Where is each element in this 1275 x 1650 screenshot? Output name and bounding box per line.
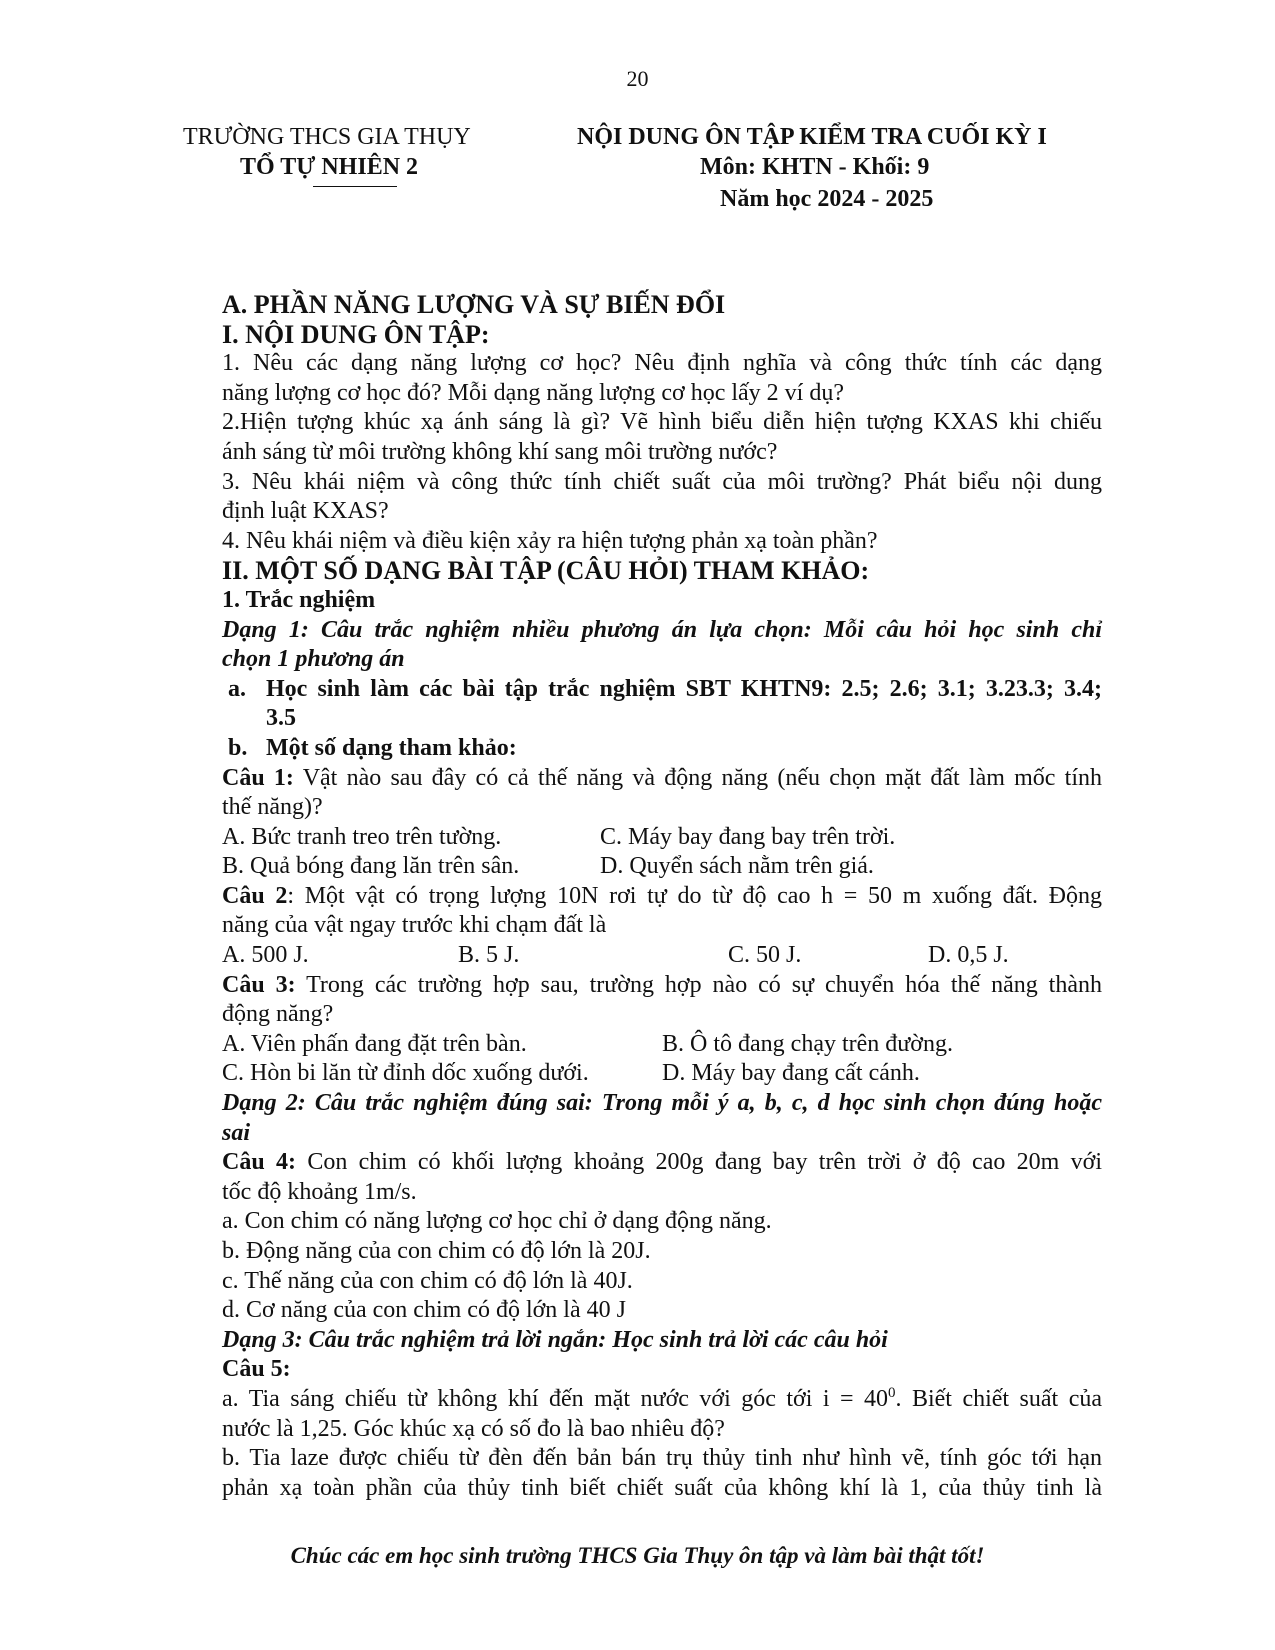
question-1-line2: thế năng)? bbox=[222, 794, 323, 821]
question-1-option-b: B. Quả bóng đang lăn trên sân. bbox=[222, 853, 520, 880]
review-q1-line2: năng lượng cơ học đó? Mỗi dạng năng lượng cơ học lấy 2 ví dụ? bbox=[222, 379, 844, 406]
question-2-option-d: D. 0,5 J. bbox=[928, 942, 1009, 969]
question-5a-text: a. Tia sáng chiếu từ không khí đến mặt nước với góc tới i = 40 bbox=[222, 1385, 888, 1412]
question-2-option-c: C. 50 J. bbox=[728, 942, 802, 969]
question-5-label: Câu 5: bbox=[222, 1356, 291, 1383]
closing-message: Chúc các em học sinh trường THCS Gia Thụy ôn tập và làm bài thật tốt! bbox=[290, 1543, 985, 1568]
question-2-options bbox=[222, 941, 1102, 971]
question-5a-text-end: . Biết chiết suất của bbox=[895, 1385, 1102, 1412]
section-a-heading: A. PHẦN NĂNG LƯỢNG VÀ SỰ BIẾN ĐỔI bbox=[222, 290, 726, 319]
review-q3-line1: 3. Nêu khái niệm và công thức tính chiết suất của môi trường? Phát biểu nội dung bbox=[222, 468, 1102, 495]
question-3-text: Trong các trường hợp sau, trường hợp nào có sự chuyển hóa thế năng thành bbox=[295, 971, 1102, 998]
question-3-option-d: D. Máy bay đang cất cánh. bbox=[662, 1060, 920, 1087]
question-3-line1 bbox=[222, 971, 1102, 1001]
question-5b-line1: b. Tia laze được chiếu từ đèn đến bản bán trụ thủy tinh như hình vẽ, tính góc tới hạn bbox=[222, 1445, 1102, 1472]
review-q3-line2: định luật KXAS? bbox=[222, 498, 389, 525]
question-3-option-c: C. Hòn bi lăn từ đỉnh dốc xuống dưới. bbox=[222, 1060, 589, 1087]
school-name: TRƯỜNG THCS GIA THỤY bbox=[183, 124, 471, 150]
item-a bbox=[222, 675, 1102, 705]
question-1-line1 bbox=[222, 764, 1102, 794]
type-2-heading-line1: Dạng 2: Câu trắc nghiệm đúng sai: Trong mỗi ý a, b, c, d học sinh chọn đúng hoặc bbox=[222, 1090, 1102, 1117]
department-name: TỔ TỰ NHIÊN 2 bbox=[240, 154, 419, 180]
question-4-statement-a: a. Con chim có năng lượng cơ học chỉ ở dạng động năng. bbox=[222, 1208, 772, 1235]
type-1-heading-line1: Dạng 1: Câu trắc nghiệm nhiều phương án lựa chọn: Mỗi câu hỏi học sinh chỉ bbox=[222, 616, 1102, 643]
question-2-line2: năng của vật ngay trước khi chạm đất là bbox=[222, 912, 607, 939]
item-a-marker: a. bbox=[228, 675, 246, 702]
multiple-choice-heading: 1. Trắc nghiệm bbox=[222, 586, 376, 613]
question-2-label: Câu 2 bbox=[222, 882, 288, 909]
question-3-options-row1 bbox=[222, 1030, 1102, 1060]
question-3-options-row2 bbox=[222, 1059, 1102, 1089]
question-5b-line2: phản xạ toàn phần của thủy tinh biết chiết suất của không khí là 1, của thủy tinh là bbox=[222, 1474, 1102, 1501]
item-a-text-line1: Học sinh làm các bài tập trắc nghiệm SBT KHTN9: 2.5; 2.6; 3.1; 3.23.3; 3.4; bbox=[266, 675, 1102, 702]
part-2-heading: II. MỘT SỐ DẠNG BÀI TẬP (CÂU HỎI) THAM KHẢO: bbox=[222, 556, 870, 586]
question-3-option-b: B. Ô tô đang chạy trên đường. bbox=[662, 1030, 953, 1057]
review-q1-line1: 1. Nêu các dạng năng lượng cơ học? Nêu định nghĩa và công thức tính các dạng bbox=[222, 350, 1102, 377]
question-1-label: Câu 1: bbox=[222, 764, 294, 791]
question-1-option-c: C. Máy bay đang bay trên trời. bbox=[600, 823, 896, 850]
question-3-label: Câu 3: bbox=[222, 971, 296, 998]
question-3-line2: động năng? bbox=[222, 1001, 334, 1028]
question-4-label: Câu 4: bbox=[222, 1149, 296, 1176]
header-underline bbox=[313, 186, 397, 187]
item-b bbox=[222, 734, 1102, 764]
question-2-line1 bbox=[222, 882, 1102, 912]
question-4-statement-d: d. Cơ năng của con chim có độ lớn là 40 J bbox=[222, 1297, 626, 1324]
question-4-line2: tốc độ khoảng 1m/s. bbox=[222, 1178, 417, 1205]
type-1-heading-line2: chọn 1 phương án bbox=[222, 646, 405, 673]
question-1-option-d: D. Quyển sách nằm trên giá. bbox=[600, 853, 874, 880]
question-1-option-a: A. Bức tranh treo trên tường. bbox=[222, 823, 502, 850]
question-3-option-a: A. Viên phấn đang đặt trên bàn. bbox=[222, 1030, 527, 1057]
question-5a-line1 bbox=[222, 1385, 1102, 1415]
question-2-option-b: B. 5 J. bbox=[458, 942, 520, 969]
review-q2-line2: ánh sáng từ môi trường không khí sang môi trường nước? bbox=[222, 438, 778, 465]
question-4-statement-c: c. Thế năng của con chim có độ lớn là 40J. bbox=[222, 1267, 633, 1294]
question-4-text: Con chim có khối lượng khoảng 200g đang bay trên trời ở độ cao 20m với bbox=[296, 1149, 1103, 1176]
type-2-heading-line2: sai bbox=[222, 1119, 251, 1146]
school-year: Năm học 2024 - 2025 bbox=[720, 186, 934, 212]
page-number: 20 bbox=[626, 66, 649, 91]
question-1-text: Vật nào sau đây có cả thế năng và động năng (nếu chọn mặt đất làm mốc tính bbox=[293, 764, 1103, 791]
question-4-statement-b: b. Động năng của con chim có độ lớn là 20J. bbox=[222, 1238, 651, 1264]
question-2-text: : Một vật có trọng lượng 10N rơi tự do từ độ cao h = 50 m xuống đất. Động bbox=[287, 882, 1102, 909]
item-b-marker: b. bbox=[228, 734, 248, 761]
degree-superscript: 0 bbox=[888, 1384, 896, 1401]
subject-line: Môn: KHTN - Khối: 9 bbox=[700, 154, 930, 180]
review-q4: 4. Nêu khái niệm và điều kiện xảy ra hiện tượng phản xạ toàn phần? bbox=[222, 527, 878, 554]
item-a-text-line2: 3.5 bbox=[266, 705, 296, 732]
part-1-heading: I. NỘI DUNG ÔN TẬP: bbox=[222, 319, 490, 349]
document-title: NỘI DUNG ÔN TẬP KIỂM TRA CUỐI KỲ I bbox=[577, 124, 1047, 150]
question-2-option-a: A. 500 J. bbox=[222, 942, 309, 969]
type-3-heading: Dạng 3: Câu trắc nghiệm trả lời ngắn: Học sinh trả lời các câu hỏi bbox=[222, 1326, 888, 1353]
item-b-text: Một số dạng tham khảo: bbox=[266, 734, 517, 761]
document-body bbox=[222, 290, 1102, 1503]
question-4-line1 bbox=[222, 1148, 1102, 1178]
question-1-options-row2 bbox=[222, 852, 1102, 882]
question-1-options-row1 bbox=[222, 823, 1102, 853]
question-5a-line2: nước là 1,25. Góc khúc xạ có số đo là bao nhiêu độ? bbox=[222, 1415, 725, 1442]
review-q2-line1: 2.Hiện tượng khúc xạ ánh sáng là gì? Vẽ hình biểu diễn hiện tượng KXAS khi chiếu bbox=[222, 409, 1102, 436]
